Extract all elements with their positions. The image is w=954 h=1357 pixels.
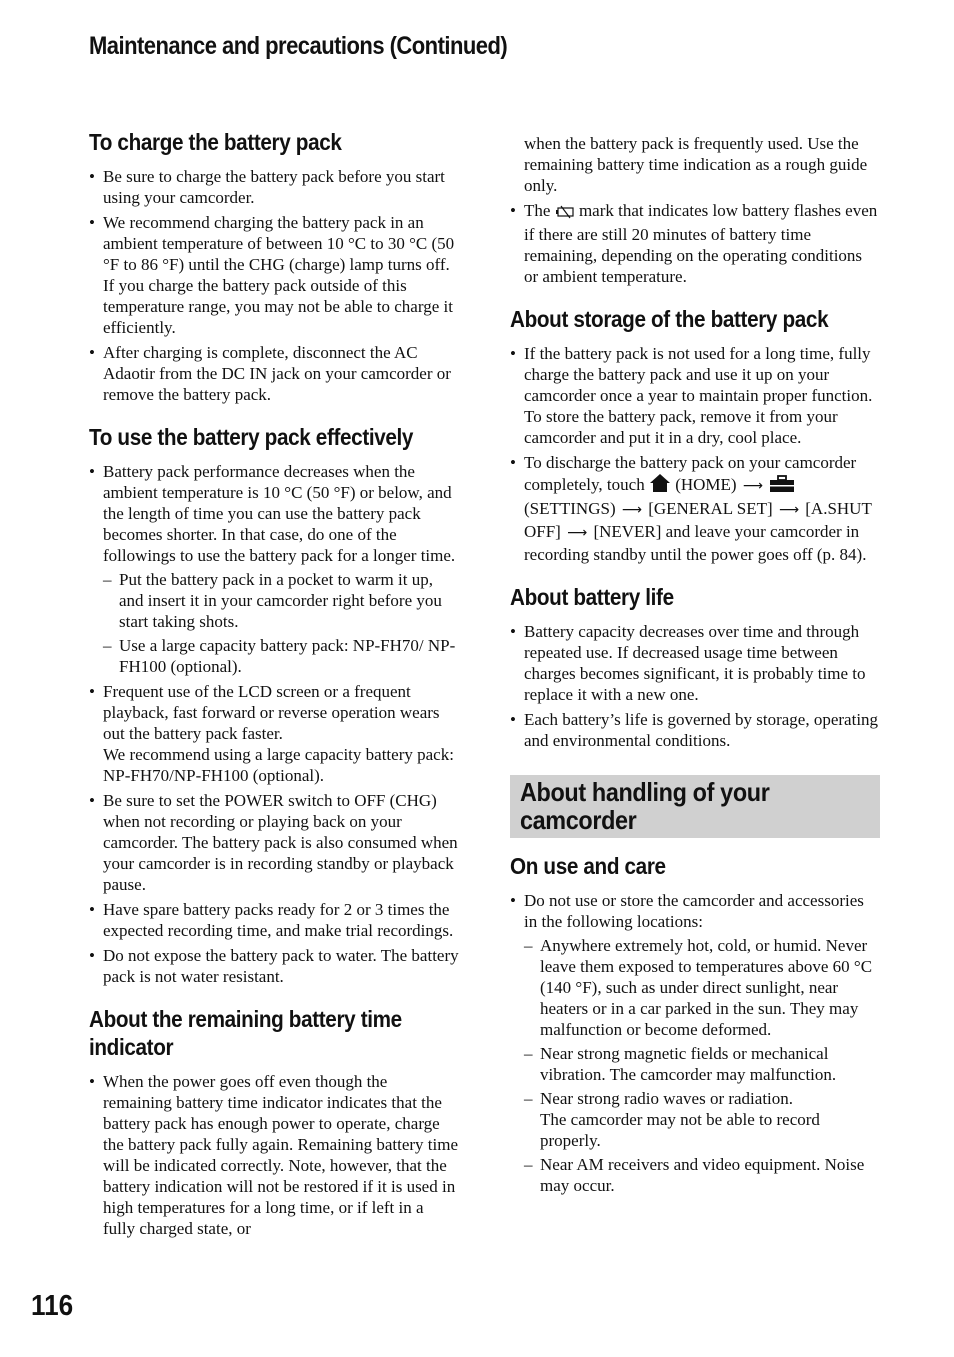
remaining-cont-list <box>510 133 880 287</box>
item-text: [NEVER] and leave your camcorder in recording standby until the power goes off (p. 84). <box>524 522 867 564</box>
right-arrow-icon: ⟶ <box>742 478 763 494</box>
list-item: • When the power goes off even though the remaining battery time indicator indicates that the battery pack has enough power to operate, charge the battery pack fully again. Remaining battery time will be indicated correctly. Note, however, that the battery indication will not be restored if it is used in high temperatures for a long time, or if left in a fully charged state, or <box>89 1071 459 1239</box>
sub-list <box>524 935 880 1196</box>
right-arrow-icon: ⟶ <box>567 525 588 541</box>
heading-use-and-care: On use and care <box>510 853 666 879</box>
use-care-list <box>510 890 880 1196</box>
battery-empty-icon <box>555 203 575 224</box>
item-text: The <box>524 201 551 220</box>
section-band-handling <box>510 775 880 838</box>
list-item <box>89 461 459 677</box>
home-icon <box>649 473 671 498</box>
list-item <box>510 890 880 1196</box>
item-text: We recommend using a large capacity battery pack: NP-FH70/NP-FH100 (optional). <box>103 745 454 785</box>
left-column <box>89 128 459 1243</box>
item-text: Frequent use of the LCD screen or a frequent playback, fast forward or reverse operation wears out the battery pack faster. <box>103 682 440 743</box>
heading-battery-life: About battery life <box>510 584 674 610</box>
list-item: • Battery capacity decreases over time and through repeated use. If decreased usage time between charges becomes significant, it is probably time to replace it with a new one. <box>510 621 880 705</box>
item-text: (HOME) <box>675 475 737 494</box>
item-text: The camcorder may not be able to record properly. <box>540 1110 820 1150</box>
list-item: • If the battery pack is not used for a long time, fully charge the battery pack and use it up on your camcorder once a year to maintain proper function. To store the battery pack, remove it from your camcorder and put it in a dry, cool place. <box>510 343 880 448</box>
item-text: [A.SHUT OFF] <box>524 499 872 541</box>
page-number: 116 <box>31 1290 74 1322</box>
item-text: Battery pack performance decreases when the ambient temperature is 10 °C (50 °F) or below, and the length of time you can use the battery pack becomes shorter. In that case, do one of the followings to use the battery pack for a longer time. <box>103 462 456 565</box>
remaining-list <box>89 1071 459 1239</box>
item-text: (SETTINGS) <box>524 499 616 518</box>
life-list <box>510 621 880 751</box>
list-item: • Each battery’s life is governed by storage, operating and environmental conditions. <box>510 709 880 751</box>
charge-list <box>89 166 459 405</box>
sub-list-item: – Use a large capacity battery pack: NP-FH70/ NP-FH100 (optional). <box>103 635 459 677</box>
running-header: Maintenance and precautions (Continued) <box>89 32 508 60</box>
list-item: • Do not expose the battery pack to water. The battery pack is not water resistant. <box>89 945 459 987</box>
heading-charge: To charge the battery pack <box>89 129 342 155</box>
list-item-continued: when the battery pack is frequently used. Use the remaining battery time indication as a rough guide only. <box>524 134 868 195</box>
heading-remaining: About the remaining battery time indicator <box>89 1006 402 1060</box>
item-text: mark that indicates low battery flashes even if there are still 20 minutes of battery time remaining, depending on the operating conditions or ambient temperature. <box>524 201 878 286</box>
item-text: Near strong radio waves or radiation. <box>540 1089 794 1108</box>
heading-effective: To use the battery pack effectively <box>89 424 414 450</box>
item-text: [GENERAL SET] <box>648 499 773 518</box>
item-text: To discharge the battery pack on your camcorder completely, touch <box>524 453 857 494</box>
list-item: • Be sure to set the POWER switch to OFF (CHG) when not recording or playing back on your camcorder. The battery pack is also consumed when your camcorder is in recording standby or playback pause. <box>89 790 459 895</box>
list-item: • Be sure to charge the battery pack before you start using your camcorder. <box>89 166 459 208</box>
section-title: About handling of your camcorder <box>520 777 770 835</box>
list-item: • After charging is complete, disconnect the AC Adaotir from the DC IN jack on your camcorder or remove the battery pack. <box>89 342 459 405</box>
list-item <box>510 200 880 287</box>
sub-list-item: – Anywhere extremely hot, cold, or humid. Never leave them exposed to temperatures above 60 °C (140 °F), such as under direct sunlight, near heaters or in a car parked in the sun. They may malfunction or become deformed. <box>524 935 880 1040</box>
list-item <box>510 452 880 565</box>
right-arrow-icon: ⟶ <box>621 502 642 518</box>
sub-list-item: – Put the battery pack in a pocket to warm it up, and insert it in your camcorder right before you start taking shots. <box>103 569 459 632</box>
sub-list-item <box>524 1088 880 1151</box>
sub-list <box>103 569 459 677</box>
list-item: • We recommend charging the battery pack in an ambient temperature of between 10 °C to 30 °C (50 °F to 86 °F) until the CHG (charge) lamp turns off. If you charge the battery pack outside of this temperature range, you may not be able to charge it efficiently. <box>89 212 459 338</box>
toolbox-icon <box>769 475 795 498</box>
item-text: Do not use or store the camcorder and accessories in the following locations: <box>524 891 864 931</box>
sub-list-item: – Near AM receivers and video equipment. Noise may occur. <box>524 1154 880 1196</box>
right-column <box>510 133 880 1200</box>
right-arrow-icon: ⟶ <box>778 502 800 518</box>
sub-list-item: – Near strong magnetic fields or mechanical vibration. The camcorder may malfunction. <box>524 1043 880 1085</box>
effective-list <box>89 461 459 987</box>
list-item: • Have spare battery packs ready for 2 or 3 times the expected recording time, and make trial recordings. <box>89 899 459 941</box>
heading-storage: About storage of the battery pack <box>510 306 829 332</box>
list-item <box>89 681 459 786</box>
storage-list <box>510 343 880 565</box>
